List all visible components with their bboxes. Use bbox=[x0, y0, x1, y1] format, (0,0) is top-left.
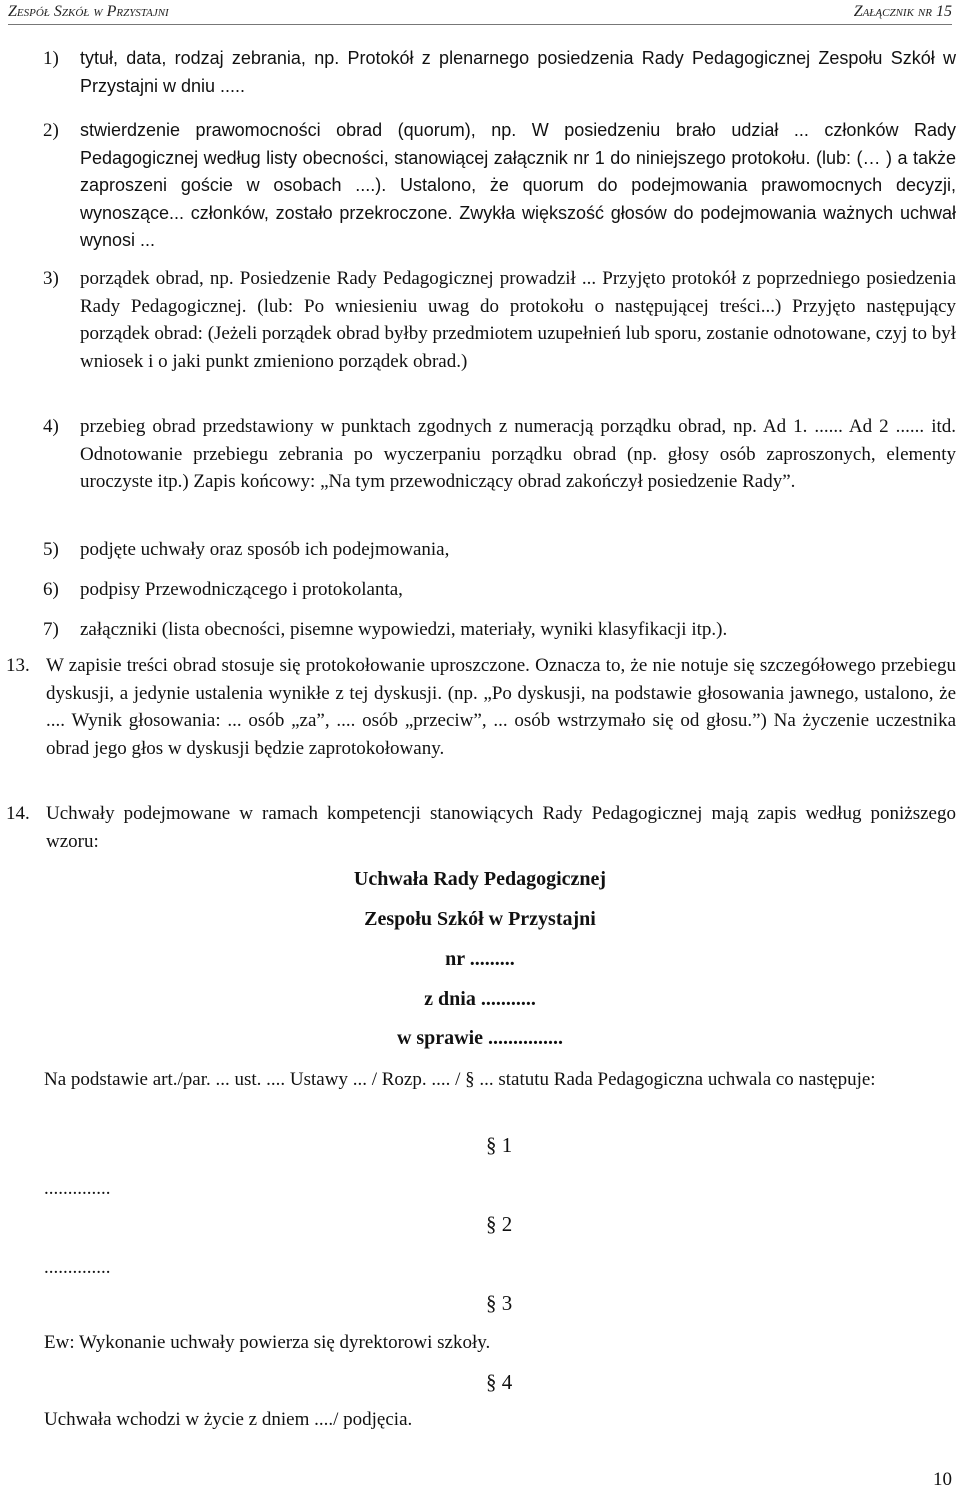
point-number: 13. bbox=[6, 655, 30, 676]
section-mark: § 1 bbox=[486, 1133, 513, 1157]
list-item-text: podpisy Przewodniczącego i protokolanta, bbox=[80, 579, 403, 600]
header-attachment-label: Załącznik nr 15 bbox=[853, 3, 952, 20]
point-text: W zapisie treści obrad stosuje się protokołowanie uproszczone. Oznacza to, że nie notuje się szczegółowego przebiegu dyskusji, a jedynie ustalenia wynikłe z tej dyskusji. (np. „Po dyskusji, na podstawie głosowania jawnego, ustalono, że .... Wynik głosowania: ... osób „za”, .... osób „przeciw”, ... osób wstrzymało się od głosu.”) Na życzenie uczestnika obrad jego głos w dyskusji będzie zaprotokołowany. bbox=[46, 655, 956, 759]
resolution-effective-date: Uchwała wchodzi w życie z dniem ..../ podjęcia. bbox=[44, 1409, 413, 1430]
point-number: 14. bbox=[6, 803, 30, 824]
list-item-text: załączniki (lista obecności, pisemne wypowiedzi, materiały, wyniki klasyfikacji itp.). bbox=[80, 619, 728, 640]
point-text: Uchwały podejmowane w ramach kompetencji stanowiących Rady Pedagogicznej mają zapis według poniższego wzoru: bbox=[46, 803, 956, 852]
page-header bbox=[8, 0, 952, 25]
list-item-number: 1) bbox=[43, 48, 59, 69]
resolution-title: Uchwała Rady Pedagogicznej bbox=[353, 868, 607, 890]
list-item-number: 3) bbox=[43, 268, 59, 289]
section-mark: § 4 bbox=[486, 1370, 513, 1394]
resolution-legal-basis: Na podstawie art./par. ... ust. .... Ustawy ... / Rozp. .... / § ... statutu Rada Pedagogiczna uchwala co następuje: bbox=[44, 1069, 876, 1090]
list-item-number: 2) bbox=[43, 120, 59, 141]
placeholder-dots: .............. bbox=[44, 1178, 111, 1199]
list-item-number: 5) bbox=[43, 539, 59, 560]
list-item-number: 4) bbox=[43, 416, 59, 437]
placeholder-dots: .............. bbox=[44, 1257, 111, 1278]
list-item-text: przebieg obrad przedstawiony w punktach zgodnych z numeracją porządku obrad, np. Ad 1. ...... Ad 2 ...... itd. Odnotowanie przebiegu zebrania po wyczerpaniu porządku obrad (np. głosy osób zaproszonych, elementy uroczyste itp.) Zapis końcowy: „Na tym przewodniczący obrad zakończył posiedzenie Rady”. bbox=[80, 416, 956, 492]
page-number: 10 bbox=[933, 1469, 952, 1490]
section-mark: § 3 bbox=[486, 1291, 513, 1315]
resolution-matter: w sprawie ............... bbox=[396, 1027, 564, 1049]
resolution-number: nr ......... bbox=[445, 948, 515, 970]
resolution-date: z dnia ........... bbox=[424, 988, 536, 1010]
list-item-number: 7) bbox=[43, 619, 59, 640]
list-item-text: stwierdzenie prawomocności obrad (quorum), np. W posiedzeniu brało udział ... członków Rady Pedagogicznej według listy obecności, stanowiącej załącznik nr 1 do niniejszego protokołu. (lub: (… ) a także zaproszeni goście w osobach ....). Ustalono, że quorum do podejmowania prawomocnych decyzji, wynoszące... członków, zostało przekroczone. Zwykła większość głosów do podejmowania ważnych uchwał wynosi ... bbox=[80, 120, 956, 250]
list-item-text: porządek obrad, np. Posiedzenie Rady Pedagogicznej prowadził ... Przyjęto protokół z poprzedniego posiedzenia Rady Pedagogicznej. (lub: Po wniesieniu uwag do protokołu o następującej treści...) Przyjęto następujący porządek obrad: (Jeżeli porządek obrad byłby przedmiotem uzupełnień lub sporu, zostanie odnotowane, czyj to był wniosek i o jaki punkt zmieniono porządek obrad.) bbox=[80, 268, 956, 372]
list-item-text: tytuł, data, rodzaj zebrania, np. Protokół z plenarnego posiedzenia Rady Pedagogicznej Zespołu Szkół w Przystajni w dniu ..... bbox=[80, 48, 956, 96]
resolution-school: Zespołu Szkół w Przystajni bbox=[364, 908, 596, 930]
list-item-number: 6) bbox=[43, 579, 59, 600]
header-school-name: Zespół Szkół w Przystajni bbox=[8, 3, 169, 20]
section-mark: § 2 bbox=[486, 1212, 513, 1236]
list-item-text: podjęte uchwały oraz sposób ich podejmowania, bbox=[80, 539, 450, 560]
resolution-execution: Ew: Wykonanie uchwały powierza się dyrektorowi szkoły. bbox=[44, 1332, 491, 1353]
